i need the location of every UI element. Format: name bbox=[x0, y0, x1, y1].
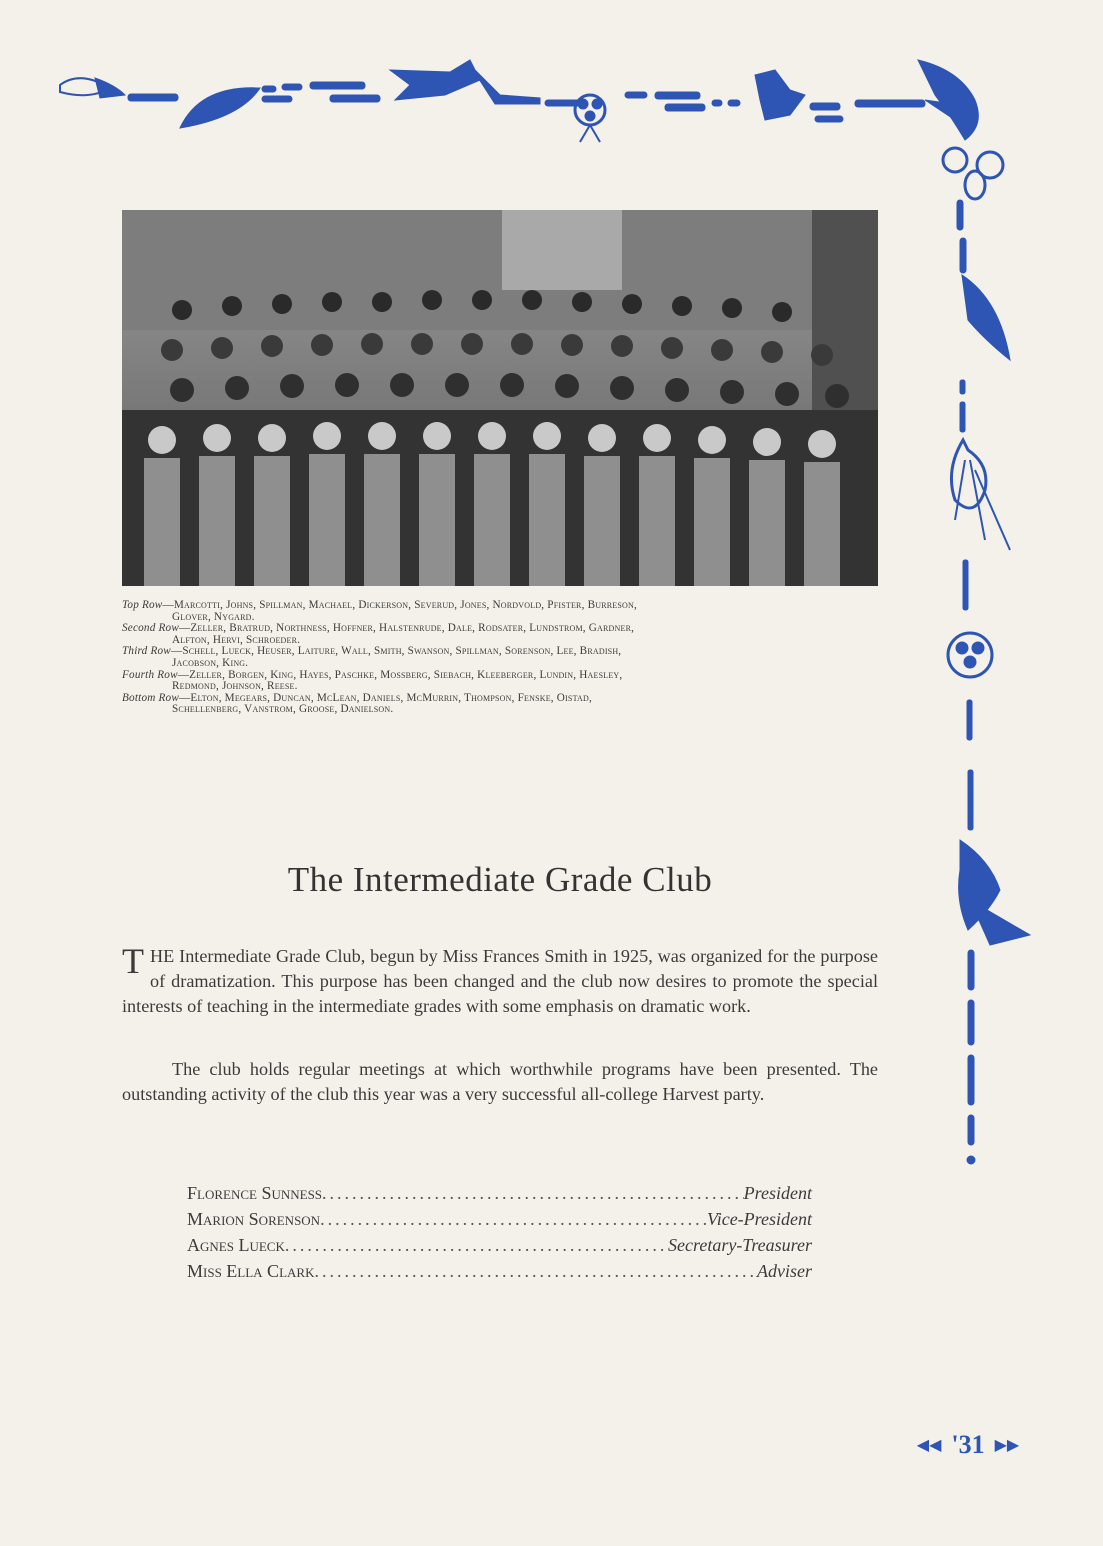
officer-name: Florence Sunness bbox=[187, 1183, 323, 1203]
leader-dots bbox=[322, 1180, 744, 1206]
caption-row-bottom: Bottom Row—Elton, Megears, Duncan, McLean, Daniels, McMurrin, Thompson, Fenske, Oistad, Schellenberg, Vanstrom, Groose, Danielson. bbox=[122, 691, 592, 716]
officer-name: Agnes Lueck bbox=[187, 1235, 285, 1255]
arrow-ornament-icon: ▶▶ bbox=[994, 1437, 1020, 1454]
officers-list bbox=[187, 1180, 812, 1284]
leader-dots bbox=[285, 1232, 668, 1258]
officer-row bbox=[187, 1180, 812, 1206]
page-title: The Intermediate Grade Club bbox=[287, 860, 713, 899]
officer-role: Vice-President bbox=[707, 1209, 812, 1229]
officer-role: Secretary-Treasurer bbox=[668, 1235, 812, 1255]
leader-dots bbox=[320, 1206, 707, 1232]
activities-paragraph: The club holds regular meetings at which worthwhile programs have been presented. The outstanding activity of the club this year was a very successful all-college Harvest party. bbox=[122, 1059, 878, 1104]
caption-row-second: Second Row—Zeller, Bratrud, Northness, Hoffner, Halstenrude, Dale, Rodsater, Lundstrom, Gardner, Alfton, Hervi, Schroeder. bbox=[122, 622, 635, 646]
officer-row bbox=[187, 1206, 812, 1232]
officer-row bbox=[187, 1258, 812, 1284]
intro-paragraph-text: HE Intermediate Grade Club, begun by Miss Frances Smith in 1925, was organized for the purpose of dramatization. This purpose has been changed and the club now desires to promote the special interests of teaching in the intermediate grades with some emphasis on dramatic work. bbox=[122, 946, 878, 1016]
caption-row-fourth: Fourth Row—Zeller, Borgen, King, Hayes, Paschke, Mossberg, Siebach, Kleeberger, Lundin, Haesley, Redmond, Johnson, Reese. bbox=[122, 668, 623, 693]
leader-dots bbox=[314, 1258, 757, 1284]
drop-cap: T bbox=[122, 941, 144, 981]
arrow-ornament-icon: ◀◀ bbox=[916, 1437, 942, 1454]
officer-role: Adviser bbox=[757, 1261, 812, 1281]
officer-name: Miss Ella Clark bbox=[187, 1261, 315, 1281]
officer-row bbox=[187, 1232, 812, 1258]
officer-name: Marion Sorenson bbox=[187, 1209, 321, 1229]
group-photo bbox=[122, 210, 878, 586]
intro-paragraph bbox=[122, 941, 878, 1019]
caption-row-third: Third Row—Schell, Lueck, Heuser, Laiture, Wall, Smith, Swanson, Spillman, Sorenson, Lee, Bradish, Jacobson, King. bbox=[122, 645, 622, 669]
officer-role: President bbox=[743, 1183, 812, 1203]
photo-caption bbox=[122, 600, 882, 716]
page-number bbox=[903, 1430, 1033, 1460]
page-number-text: '31 bbox=[951, 1430, 985, 1459]
caption-row-top: Top Row—Marcotti, Johns, Spillman, Machael, Dickerson, Severud, Jones, Nordvold, Pfister, Burreson, Glover, Nygard. bbox=[122, 599, 637, 623]
